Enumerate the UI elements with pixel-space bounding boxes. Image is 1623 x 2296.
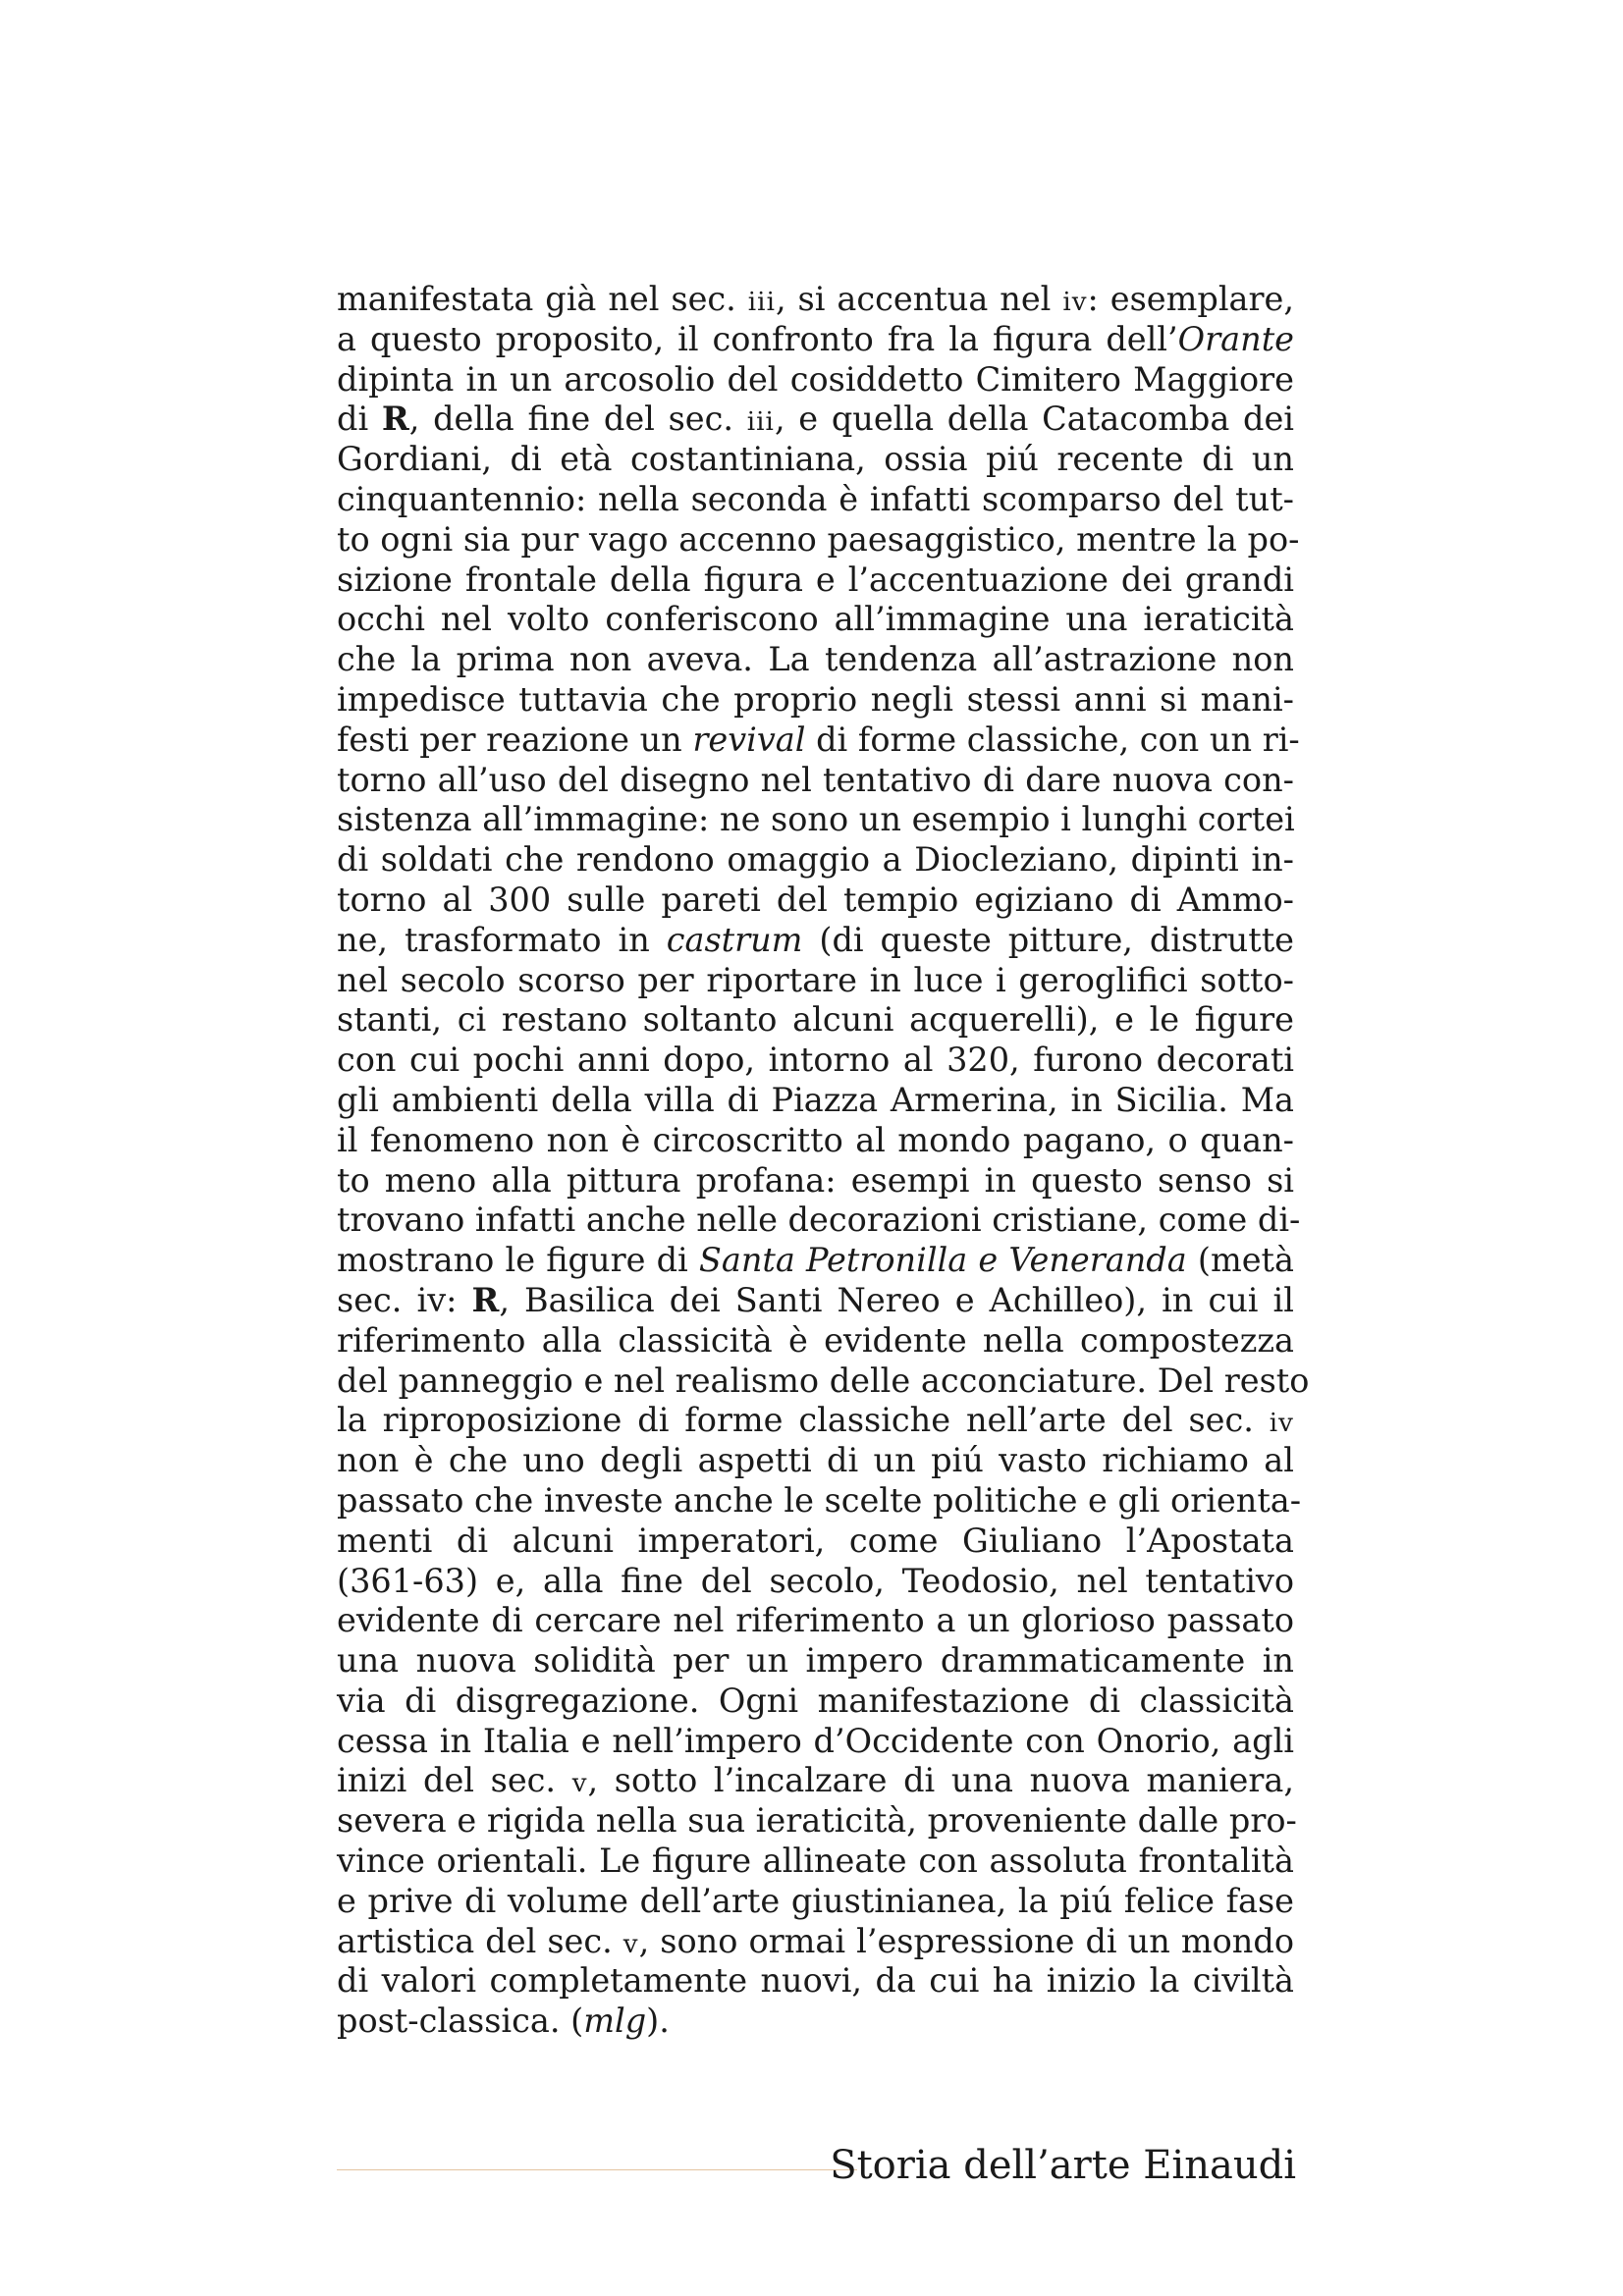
text-segment: sizione frontale della figura e l’accentuazione dei grandi xyxy=(337,560,1294,599)
text-segment: di soldati che rendono omaggio a Diocleziano, dipinti in- xyxy=(337,840,1294,880)
footer-divider xyxy=(337,2169,857,2170)
text-segment: (di queste pitture, distrutte xyxy=(802,920,1294,959)
text-segment: to meno alla pittura profana: esempi in questo senso si xyxy=(337,1160,1294,1200)
text-line xyxy=(337,1401,1294,1441)
text-segment: occhi nel volto conferiscono all’immagine una ieraticità xyxy=(337,600,1294,639)
text-segment: sistenza all’immagine: ne sono un esempio i lunghi cortei xyxy=(337,800,1295,839)
text-segment: artistica del sec. xyxy=(337,1921,623,1960)
text-segment: ). xyxy=(646,2002,670,2041)
text-segment: e prive di volume dell’arte giustinianea, la piú felice fase xyxy=(337,1881,1294,1920)
body-text xyxy=(337,280,1310,2042)
text-segment: gli ambienti della villa di Piazza Armerina, in Sicilia. Ma xyxy=(337,1080,1294,1119)
text-line xyxy=(337,1842,1294,1882)
text-line xyxy=(337,800,1294,840)
text-segment: il fenomeno non è circoscritto al mondo pagano, o quan- xyxy=(337,1120,1294,1159)
text-line xyxy=(337,1601,1294,1641)
text-segment: del panneggio e nel realismo delle acconciature. Del resto xyxy=(337,1361,1310,1400)
small-caps-text: iv xyxy=(1062,288,1088,317)
text-segment: post-classica. ( xyxy=(337,2002,584,2041)
text-line xyxy=(337,519,1300,561)
text-line xyxy=(337,961,1294,1001)
italic-text: mlg xyxy=(583,2002,647,2041)
text-line xyxy=(337,400,1294,440)
text-segment: con cui pochi anni dopo, intorno al 320, furono decorati xyxy=(337,1041,1294,1080)
text-segment: di forme classiche, con un ri- xyxy=(805,720,1300,759)
text-segment: , e quella della Catacomba dei xyxy=(774,400,1294,439)
text-segment: festi per reazione un xyxy=(337,720,693,759)
text-segment: : esemplare, xyxy=(1087,280,1295,318)
text-line xyxy=(337,1641,1294,1682)
text-segment: trovano infatti anche nelle decorazioni cristiane, come di- xyxy=(337,1201,1301,1240)
text-line xyxy=(337,840,1294,881)
text-line xyxy=(337,2002,1294,2042)
italic-text: Orante xyxy=(1177,319,1294,358)
text-segment: stanti, ci restano soltanto alcuni acquerelli), e le figure xyxy=(337,1000,1294,1040)
text-line xyxy=(337,1480,1302,1522)
text-segment: Gordiani, di età costantiniana, ossia piú recente di un xyxy=(337,440,1294,479)
text-line xyxy=(337,720,1300,761)
text-line xyxy=(337,1922,1294,1962)
text-line xyxy=(337,1321,1294,1362)
text-line xyxy=(337,440,1294,480)
text-line xyxy=(337,1161,1294,1201)
text-segment: torno all’uso del disegno nel tentativo di dare nuova con- xyxy=(337,760,1294,799)
text-segment: cessa in Italia e nell’impero d’Occidente con Onorio, agli xyxy=(337,1721,1294,1760)
text-line xyxy=(337,1522,1294,1562)
text-segment: to ogni sia pur vago accenno paesaggistico, mentre la po- xyxy=(337,519,1300,559)
text-segment: manifestata già nel sec. xyxy=(337,280,748,318)
italic-text: revival xyxy=(692,720,806,759)
text-segment: ne, trasformato in xyxy=(337,920,667,959)
small-caps-text: iv xyxy=(1269,1409,1294,1439)
text-segment: mostrano le figure di xyxy=(337,1241,699,1280)
text-segment: (361-63) e, alla fine del secolo, Teodosio, nel tentativo xyxy=(337,1561,1294,1600)
text-line xyxy=(337,1201,1301,1241)
text-line xyxy=(337,1041,1294,1081)
text-line xyxy=(337,480,1294,520)
text-segment: menti di alcuni imperatori, come Giuliano l’Apostata xyxy=(337,1521,1294,1560)
italic-text: Santa Petronilla e Veneranda xyxy=(698,1241,1187,1280)
text-line xyxy=(337,280,1294,320)
text-segment: evidente di cercare nel riferimento a un glorioso passato xyxy=(337,1601,1294,1640)
text-segment: , della fine del sec. xyxy=(408,400,747,439)
small-caps-text: iii xyxy=(746,407,775,438)
text-segment: di xyxy=(337,400,382,439)
text-segment: cinquantennio: nella seconda è infatti scomparso del tut- xyxy=(337,479,1294,518)
text-segment: di valori completamente nuovi, da cui ha inizio la civiltà xyxy=(337,1961,1294,2001)
text-line xyxy=(337,761,1294,801)
text-segment: la riproposizione di forme classiche nell’arte del sec. xyxy=(337,1401,1270,1440)
text-line xyxy=(337,1000,1294,1041)
text-segment: severa e rigida nella sua ieraticità, proveniente dalle pro- xyxy=(337,1801,1297,1841)
text-segment: riferimento alla classicità è evidente nella compostezza xyxy=(337,1320,1294,1360)
text-line xyxy=(337,1682,1294,1722)
text-segment: passato che investe anche le scelte politiche e gli orienta- xyxy=(337,1480,1302,1520)
text-segment: , sotto l’incalzare di una nuova maniera, xyxy=(587,1761,1294,1800)
bold-text: R xyxy=(471,1280,500,1319)
text-segment: nel secolo scorso per riportare in luce i geroglifici sotto- xyxy=(337,960,1294,999)
text-line xyxy=(337,1121,1294,1161)
text-line xyxy=(337,1961,1294,2002)
text-line xyxy=(337,360,1294,400)
text-line xyxy=(337,1281,1294,1321)
small-caps-text: v xyxy=(571,1769,588,1799)
text-segment: non è che uno degli aspetti di un piú vasto richiamo al xyxy=(337,1441,1294,1480)
text-segment: a questo proposito, il confronto fra la figura dell’ xyxy=(337,319,1178,358)
text-segment: sec. iv: xyxy=(337,1280,472,1319)
text-line xyxy=(337,320,1294,360)
text-segment: impedisce tuttavia che proprio negli stessi anni si mani- xyxy=(337,679,1294,719)
text-segment: una nuova solidità per un impero drammaticamente in xyxy=(337,1641,1294,1681)
text-segment: inizi del sec. xyxy=(337,1761,572,1800)
text-segment: via di disgregazione. Ogni manifestazione di classicità xyxy=(337,1681,1294,1720)
text-line xyxy=(337,640,1294,680)
text-line xyxy=(337,1081,1294,1121)
small-caps-text: iii xyxy=(747,288,776,317)
text-segment: torno al 300 sulle pareti del tempio egiziano di Ammo- xyxy=(337,880,1294,919)
text-segment: , si accentua nel xyxy=(775,280,1063,318)
text-line xyxy=(337,1441,1294,1481)
text-line xyxy=(337,1241,1294,1281)
italic-text: castrum xyxy=(666,920,803,959)
text-line xyxy=(337,1761,1294,1801)
text-line xyxy=(337,1562,1294,1602)
text-line xyxy=(337,1882,1294,1922)
text-line xyxy=(337,600,1294,640)
text-line xyxy=(337,921,1294,961)
text-line xyxy=(337,1361,1310,1402)
text-line xyxy=(337,680,1294,721)
text-segment: dipinta in un arcosolio del cosiddetto Cimitero Maggiore xyxy=(337,359,1294,399)
text-segment: , sono ormai l’espressione di un mondo xyxy=(638,1921,1294,1960)
text-segment: che la prima non aveva. La tendenza all’astrazione non xyxy=(337,640,1294,679)
text-line xyxy=(337,881,1294,921)
small-caps-text: v xyxy=(622,1929,639,1959)
footer-title: Storia dell’arte Einaudi xyxy=(830,2143,1296,2188)
text-line xyxy=(337,561,1294,601)
text-segment: vince orientali. Le figure allineate con assoluta frontalità xyxy=(337,1842,1294,1881)
bold-text: R xyxy=(381,400,409,439)
text-segment: , Basilica dei Santi Nereo e Achilleo), in cui il xyxy=(499,1280,1294,1319)
text-segment: (metà xyxy=(1186,1241,1294,1280)
text-line xyxy=(337,1722,1294,1762)
text-line xyxy=(337,1801,1297,1842)
